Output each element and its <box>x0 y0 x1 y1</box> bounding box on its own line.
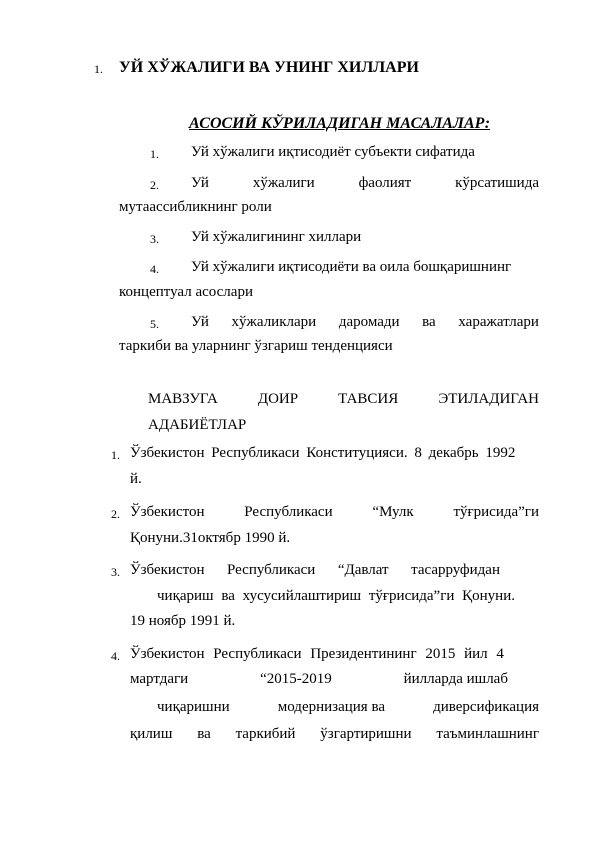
word: “2015-2019 <box>260 671 332 687</box>
word: ДОИР <box>257 391 299 407</box>
word: “Давлат <box>337 562 389 578</box>
word: ўзгартиришни <box>320 726 412 742</box>
tasks-title: АСОСИЙ КЎРИЛАДИГАН МАСАЛАЛАР: <box>189 115 491 132</box>
word: хўжалиги <box>252 175 315 191</box>
task-4-number: 4. <box>150 262 159 276</box>
literature-3-line-1 <box>130 562 500 579</box>
word: ва <box>197 726 211 742</box>
task-1-number: 1. <box>150 147 159 161</box>
word: Республикаси <box>244 504 333 520</box>
task-5-line-2: таркиби ва уларнинг ўзгариш тенденцияси <box>119 338 393 354</box>
task-1-text: Уй хўжалиги иқтисодиёт субъекти сифатида <box>191 144 475 160</box>
word: Ўзбекистон <box>130 504 205 520</box>
heading-number: 1. <box>94 62 103 76</box>
literature-4-line-1: Ўзбекистон Республикаси Президентининг 2015 йил 4 <box>130 646 504 662</box>
word: ТАВСИЯ <box>338 391 399 407</box>
word: даромади <box>338 314 400 330</box>
word: Республикаси <box>227 562 316 578</box>
literature-4-number: 4. <box>111 649 120 663</box>
word: тўғрисида”ги <box>453 504 539 520</box>
word: таркибий <box>235 726 296 742</box>
literature-3-line-2: чиқариш ва хусусийлаштириш тўғрисида”ги Қонуни. <box>157 588 515 604</box>
word: “Мулк <box>372 504 414 520</box>
word: қилиш <box>130 726 173 742</box>
literature-2-line-1 <box>130 504 539 521</box>
literature-2-line-2: Қонуни.31октябр 1990 й. <box>130 530 291 546</box>
word: йилларда ишлаб <box>403 671 508 687</box>
word: МАВЗУГА <box>148 391 218 407</box>
heading-title: УЙ ХЎЖАЛИГИ ВА УНИНГ ХИЛЛАРИ <box>119 59 419 76</box>
task-5-line-1 <box>191 314 539 331</box>
literature-1-number: 1. <box>111 448 120 462</box>
word: хўжаликлари <box>231 314 317 330</box>
task-2-line-2: мутаассибликнинг роли <box>119 199 272 215</box>
literature-title-line-1 <box>148 391 539 408</box>
task-2-number: 2. <box>150 178 159 192</box>
literature-2-number: 2. <box>111 507 120 521</box>
word: тасарруфидан <box>411 562 500 578</box>
literature-3-number: 3. <box>111 565 120 579</box>
literature-1-line-2: й. <box>130 471 142 487</box>
task-3-text: Уй хўжалигининг хиллари <box>191 229 362 245</box>
task-5-number: 5. <box>150 317 159 331</box>
word: ЭТИЛАДИГАН <box>438 391 539 407</box>
literature-title-line-2: АДАБИЁТЛАР <box>148 417 247 433</box>
word: фаолият <box>358 175 412 191</box>
word: диверсификация <box>433 699 539 715</box>
word: Уй <box>191 314 209 330</box>
word: мартдаги <box>130 671 189 687</box>
word: ва <box>422 314 436 330</box>
word: чиқаришни <box>157 699 230 715</box>
word: кўрсатишида <box>455 175 539 191</box>
literature-4-line-4 <box>130 726 539 743</box>
word: таъминлашнинг <box>436 726 539 742</box>
literature-1-line-1: Ўзбекистон Республикаси Конституцияси. 8 декабрь 1992 <box>130 445 516 461</box>
task-3-number: 3. <box>150 232 159 246</box>
literature-4-line-2 <box>130 671 508 688</box>
word: харажатлари <box>458 314 539 330</box>
literature-4-line-3 <box>157 699 539 716</box>
word: Ўзбекистон <box>130 562 205 578</box>
task-4-line-2: концептуал асослари <box>119 284 253 300</box>
literature-3-line-3: 19 ноябр 1991 й. <box>130 613 236 629</box>
task-2-line-1 <box>191 175 539 192</box>
word: Уй <box>191 175 209 191</box>
task-4-line-1: Уй хўжалиги иқтисодиёти ва оила бошқаришнинг <box>191 259 512 275</box>
word: модернизация ва <box>277 699 385 715</box>
